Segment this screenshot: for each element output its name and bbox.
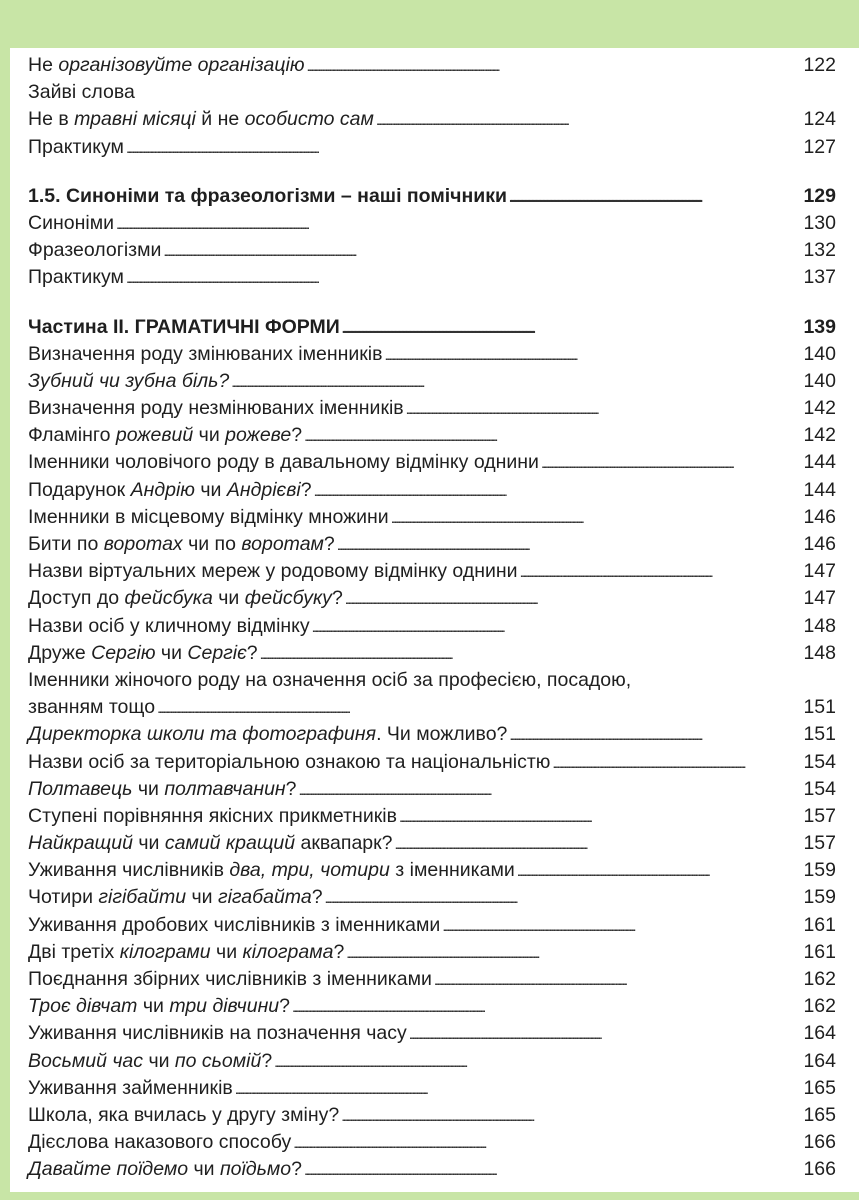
dot-leader xyxy=(312,613,802,641)
text: . Чи можливо? xyxy=(376,723,508,746)
toc-entry-title xyxy=(28,449,539,476)
toc-entry-title xyxy=(28,1102,339,1129)
text: аквапарк? xyxy=(295,832,393,855)
text: Фламінго xyxy=(28,424,116,447)
toc-entry xyxy=(28,966,836,993)
toc-entry-title xyxy=(28,857,515,884)
toc-entry-title xyxy=(28,504,389,531)
toc-entry xyxy=(28,449,836,476)
toc-entry-title xyxy=(28,884,323,911)
italic-text: травні місяці xyxy=(74,108,196,131)
dot-leader xyxy=(231,368,801,396)
section-gap xyxy=(28,161,836,183)
page-number: 151 xyxy=(803,723,836,746)
page-number: 159 xyxy=(803,886,836,909)
text: ? xyxy=(323,533,335,555)
dot-leader xyxy=(442,912,801,940)
toc-entry xyxy=(28,830,836,857)
toc-entry xyxy=(28,912,836,939)
dot-leader xyxy=(517,857,802,885)
dot-leader xyxy=(409,1020,802,1048)
toc-entry xyxy=(28,749,836,776)
toc-entry-title xyxy=(28,531,335,558)
dot-leader xyxy=(384,341,801,369)
page-number: 157 xyxy=(803,804,836,827)
page-number: 162 xyxy=(803,968,836,990)
dot-leader xyxy=(552,749,801,777)
toc-entry xyxy=(28,558,836,585)
italic-text: три дівчини xyxy=(169,995,280,1018)
dot-leader xyxy=(399,803,802,831)
text: Синоніми xyxy=(28,211,114,234)
italic-text: Директорка школи та фотографиня xyxy=(28,723,377,746)
toc-entry-title xyxy=(28,52,305,79)
dot-leader xyxy=(314,477,802,505)
text: 1.5. Синоніми та фразеологізми – наші помічники xyxy=(28,184,508,207)
dot-leader xyxy=(116,210,801,238)
dot-leader xyxy=(126,134,801,162)
text: Школа, яка вчилась у другу зміну? xyxy=(28,1103,340,1126)
toc-heading-row xyxy=(28,183,836,210)
text: Поєднання збірних числівників з іменниками xyxy=(28,968,432,990)
italic-text: кілограма xyxy=(242,940,334,963)
toc-entry-title xyxy=(28,1048,272,1075)
text: чи по xyxy=(182,533,242,555)
text: Дві третіх xyxy=(28,940,120,963)
italic-text: Полтавець xyxy=(28,777,133,800)
italic-text: гігібайти xyxy=(98,886,187,909)
dot-leader xyxy=(157,694,801,722)
toc-entry xyxy=(28,531,836,558)
text: Уживання числівників на позначення часу xyxy=(28,1022,407,1045)
text: ? xyxy=(333,940,345,963)
text: чи xyxy=(186,886,218,909)
text: з іменниками xyxy=(389,859,515,882)
toc-entry xyxy=(28,585,836,612)
text: Іменники жіночого роду на означення осіб за професією, посадою, xyxy=(28,668,632,691)
text: чи xyxy=(132,777,165,800)
toc-entry-title xyxy=(28,721,507,748)
text: Уживання числівників xyxy=(28,859,230,882)
dot-leader xyxy=(376,106,802,134)
page-number: 148 xyxy=(803,641,836,664)
toc-entry-title xyxy=(28,1156,302,1183)
toc-entry xyxy=(28,1075,836,1102)
toc-entry xyxy=(28,1156,836,1183)
toc-entry xyxy=(28,1102,836,1129)
italic-text: Троє дівчат xyxy=(28,995,138,1018)
dot-leader xyxy=(292,993,801,1021)
italic-text: Восьмий час xyxy=(28,1049,144,1072)
dot-leader xyxy=(163,237,801,265)
toc-entry-title xyxy=(28,966,432,993)
page-number: 129 xyxy=(803,184,836,207)
text: чи xyxy=(132,832,165,855)
page-number: 132 xyxy=(803,239,836,262)
page-number: 124 xyxy=(803,108,836,131)
text: Друже xyxy=(28,641,92,664)
scalloped-edge xyxy=(0,38,859,52)
toc-entry-title xyxy=(28,1020,407,1047)
dot-leader xyxy=(406,395,802,423)
toc-entry-title xyxy=(28,1129,291,1156)
left-decorative-border xyxy=(0,40,10,1200)
toc-entry xyxy=(28,667,836,694)
italic-text: фейсбуку xyxy=(244,587,332,610)
italic-text: самий кращий xyxy=(164,832,296,855)
text: чи xyxy=(212,587,245,610)
page-number: 161 xyxy=(803,913,836,936)
text: Уживання дробових числівників з іменниками xyxy=(28,913,441,936)
toc-section xyxy=(28,52,836,161)
toc-entry xyxy=(28,939,836,966)
text: Назви віртуальних мереж у родовому відмінку однини xyxy=(28,560,518,583)
text: чи xyxy=(188,1158,220,1181)
text: чи xyxy=(143,1049,175,1072)
toc-entry-title xyxy=(28,939,344,966)
toc-entry-title xyxy=(28,134,124,161)
toc-entry-title xyxy=(28,912,440,939)
toc-entry xyxy=(28,1020,836,1047)
page-number: 147 xyxy=(803,560,836,583)
page-number: 166 xyxy=(803,1131,836,1154)
dot-leader xyxy=(304,422,801,450)
text: Визначення роду незмінюваних іменників xyxy=(28,397,404,420)
toc-entry xyxy=(28,477,836,504)
text: ? xyxy=(279,995,291,1018)
dot-leader xyxy=(307,52,802,80)
dot-leader xyxy=(235,1075,802,1103)
text: ? xyxy=(291,424,303,447)
text: ? xyxy=(300,478,312,501)
text: чи xyxy=(155,641,188,664)
italic-text: два, три, чотири xyxy=(229,859,390,882)
toc-entry xyxy=(28,134,836,161)
italic-text: фейсбука xyxy=(124,587,213,610)
italic-text: Сергію xyxy=(91,641,156,664)
dot-leader xyxy=(341,1102,801,1130)
text: Доступ до xyxy=(28,587,125,610)
toc-entry-title xyxy=(28,477,312,504)
toc-entry-title xyxy=(28,1075,233,1102)
toc-entry-title xyxy=(28,422,302,449)
toc-entry xyxy=(28,803,836,830)
text: Практикум xyxy=(28,135,124,158)
italic-text: організовуйте організацію xyxy=(58,54,305,76)
toc-entry xyxy=(28,1129,836,1156)
text: й не xyxy=(195,108,245,131)
italic-text: полтавчанин xyxy=(164,777,286,800)
text: Не в xyxy=(28,108,75,131)
toc-entry xyxy=(28,1048,836,1075)
top-decorative-band xyxy=(0,0,859,48)
italic-text: Найкращий xyxy=(28,832,133,855)
italic-text: особисто сам xyxy=(244,108,374,131)
page-number: 166 xyxy=(803,1158,836,1181)
toc-entry-title xyxy=(28,830,393,857)
toc-entry-title xyxy=(28,237,161,264)
text: чи xyxy=(137,995,170,1018)
toc-entry-title xyxy=(28,264,124,291)
italic-text: воротах xyxy=(103,533,183,555)
toc-entry-title xyxy=(28,183,507,210)
toc-entry-title xyxy=(28,106,374,133)
toc-entry xyxy=(28,993,836,1020)
page-number: 144 xyxy=(803,478,836,501)
toc-entry-title xyxy=(28,749,550,776)
toc-entry xyxy=(28,884,836,911)
page-number: 127 xyxy=(803,135,836,158)
text: чи xyxy=(193,424,226,447)
toc-entry-title xyxy=(28,341,382,368)
page-number: 165 xyxy=(803,1076,836,1099)
dot-leader xyxy=(391,504,802,532)
toc-entry-title xyxy=(28,558,518,585)
page-number: 140 xyxy=(803,369,836,392)
text: Назви осіб у кличному відмінку xyxy=(28,614,310,637)
toc-entry-title xyxy=(28,667,631,694)
text: ? xyxy=(246,641,258,664)
page-number: 122 xyxy=(803,54,836,76)
dot-leader xyxy=(274,1048,801,1076)
italic-text: Сергіє xyxy=(187,641,247,664)
toc-entry xyxy=(28,52,836,79)
toc-section xyxy=(28,183,836,292)
text: Чотири xyxy=(28,886,99,909)
text: Зайві слова xyxy=(28,81,135,104)
italic-text: рожеве xyxy=(225,424,292,447)
page-number: 147 xyxy=(803,587,836,610)
toc-entry xyxy=(28,106,836,133)
text: Іменники чоловічого роду в давальному відмінку однини xyxy=(28,451,539,474)
text: ? xyxy=(285,777,297,800)
toc-entry-title xyxy=(28,640,258,667)
italic-text: гігабайта xyxy=(217,886,312,909)
page-number: 154 xyxy=(803,750,836,773)
toc-entry-title xyxy=(28,395,404,422)
text: Практикум xyxy=(28,266,124,289)
italic-text: Давайте поїдемо xyxy=(28,1158,189,1181)
toc-section xyxy=(28,314,836,1184)
text: Не xyxy=(28,54,59,76)
toc-entry xyxy=(28,395,836,422)
page-number: 154 xyxy=(803,777,836,800)
dot-leader xyxy=(299,776,802,804)
bottom-decorative-band xyxy=(0,1192,859,1200)
page-number: 137 xyxy=(803,266,836,289)
dot-leader xyxy=(520,558,802,586)
page-number: 139 xyxy=(803,315,836,338)
toc-entry xyxy=(28,721,836,748)
dot-leader xyxy=(337,531,802,559)
page-number: 148 xyxy=(803,614,836,637)
toc-entry xyxy=(28,368,836,395)
toc-entry xyxy=(28,504,836,531)
text: ? xyxy=(331,587,343,610)
dot-leader xyxy=(293,1129,801,1157)
toc-entry xyxy=(28,341,836,368)
page-number: 140 xyxy=(803,342,836,365)
toc-entry-title xyxy=(28,585,343,612)
text: чи xyxy=(210,940,243,963)
page-number: 164 xyxy=(803,1022,836,1045)
toc-entry xyxy=(28,422,836,449)
toc-entry xyxy=(28,237,836,264)
section-gap xyxy=(28,292,836,314)
toc-entry xyxy=(28,613,836,640)
italic-text: Андрієві xyxy=(226,478,301,501)
dot-leader xyxy=(434,966,802,994)
table-of-contents xyxy=(28,52,836,1184)
page-number: 146 xyxy=(803,533,836,555)
page-number: 151 xyxy=(803,696,836,719)
text: Дієслова наказового способу xyxy=(28,1131,292,1154)
toc-entry xyxy=(28,79,836,106)
toc-entry-title xyxy=(28,79,135,106)
page-number: 142 xyxy=(803,424,836,447)
text: ? xyxy=(311,886,323,909)
text: чи xyxy=(194,478,227,501)
dot-leader xyxy=(509,183,801,211)
text: Частина ІІ. ГРАМАТИЧНІ ФОРМИ xyxy=(28,315,340,338)
dot-leader xyxy=(541,449,802,477)
page-number: 142 xyxy=(803,397,836,420)
toc-entry xyxy=(28,694,836,721)
page-number: 161 xyxy=(803,940,836,963)
page-number: 146 xyxy=(803,505,836,528)
dot-leader xyxy=(304,1156,802,1184)
text: ? xyxy=(291,1158,302,1181)
dot-leader xyxy=(345,585,802,613)
page-number: 157 xyxy=(803,832,836,855)
page-number: 165 xyxy=(803,1103,836,1126)
text: Визначення роду змінюваних іменників xyxy=(28,342,383,365)
dot-leader xyxy=(325,884,802,912)
dot-leader xyxy=(346,939,801,967)
text: Іменники в місцевому відмінку множини xyxy=(28,505,389,528)
toc-entry-title xyxy=(28,993,290,1020)
italic-text: воротам xyxy=(241,533,324,555)
italic-text: кілограми xyxy=(119,940,211,963)
text: званням тощо xyxy=(28,696,156,719)
italic-text: Зубний чи зубна біль? xyxy=(28,369,230,392)
page-number: 144 xyxy=(803,451,836,474)
text: ? xyxy=(261,1049,273,1072)
italic-text: Андрію xyxy=(130,478,195,501)
dot-leader xyxy=(126,264,801,292)
text: Уживання займенників xyxy=(28,1076,233,1099)
toc-entry-title xyxy=(28,210,114,237)
text: Ступені порівняння якісних прикметників xyxy=(28,804,397,827)
italic-text: рожевий xyxy=(115,424,194,447)
italic-text: поїдьмо xyxy=(219,1158,292,1181)
page-number: 162 xyxy=(803,995,836,1018)
toc-entry-title xyxy=(28,694,155,721)
dot-leader xyxy=(260,640,802,668)
dot-leader xyxy=(395,830,802,858)
toc-entry-title xyxy=(28,368,229,395)
toc-entry-title xyxy=(28,803,397,830)
toc-entry xyxy=(28,857,836,884)
toc-entry-title xyxy=(28,314,340,341)
toc-entry xyxy=(28,640,836,667)
dot-leader xyxy=(342,314,802,342)
toc-heading-row xyxy=(28,314,836,341)
toc-entry xyxy=(28,264,836,291)
text: Подарунок xyxy=(28,478,131,501)
page-number: 164 xyxy=(803,1049,836,1072)
italic-text: по сьомій xyxy=(174,1049,262,1072)
text: Фразеологізми xyxy=(28,239,162,262)
toc-entry-title xyxy=(28,613,310,640)
page-number: 159 xyxy=(803,859,836,882)
text: Назви осіб за територіальною ознакою та національністю xyxy=(28,750,551,773)
toc-entry xyxy=(28,776,836,803)
page-number: 130 xyxy=(803,211,836,234)
toc-entry xyxy=(28,210,836,237)
toc-entry-title xyxy=(28,776,297,803)
text: Бити по xyxy=(28,533,104,555)
dot-leader xyxy=(509,721,801,749)
